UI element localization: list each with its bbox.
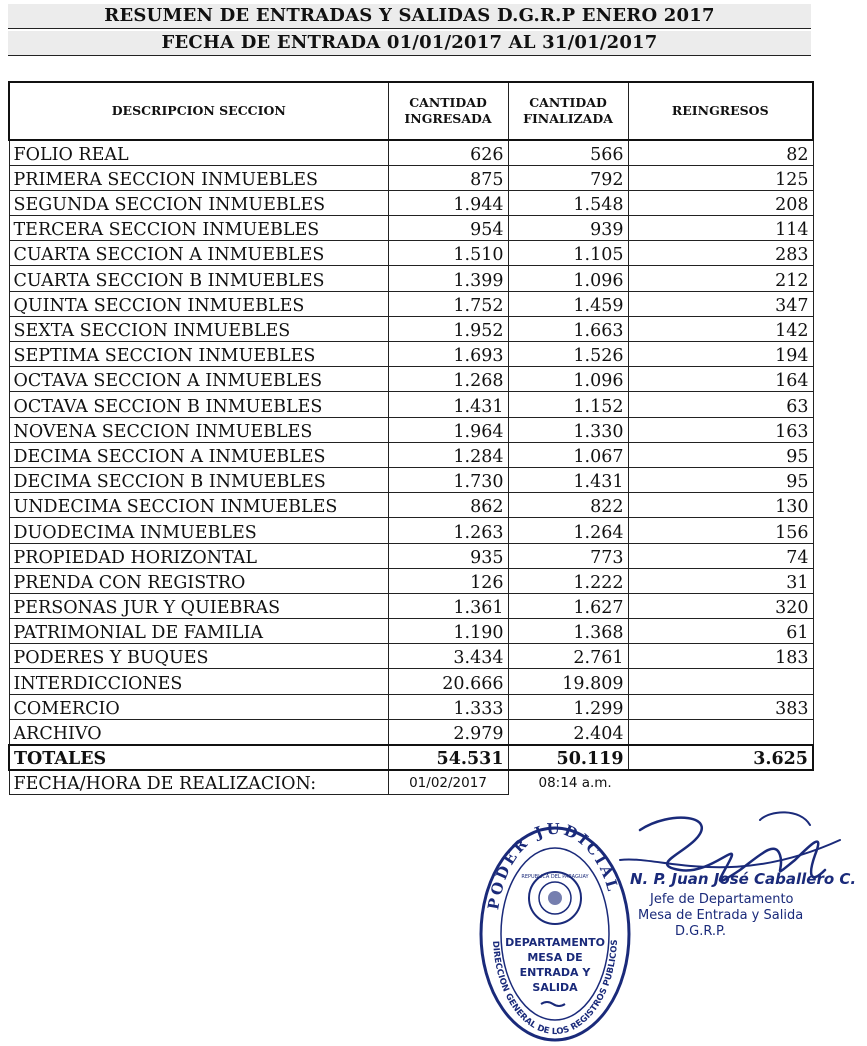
row-ingresada: 1.399: [388, 266, 508, 291]
row-ingresada: 875: [388, 165, 508, 190]
stamp-outer-bottom: DIRECCION GENERAL DE LOS REGISTROS PUBLICOS: [490, 939, 620, 1038]
footer-fecha: 01/02/2017: [388, 770, 508, 795]
report-title: RESUMEN DE ENTRADAS Y SALIDAS D.G.R.P ENERO 2017: [8, 4, 811, 29]
table-row: [9, 140, 813, 165]
row-description: PRIMERA SECCION INMUEBLES: [9, 165, 388, 190]
row-ingresada: 862: [388, 493, 508, 518]
row-reingresos: 114: [628, 216, 813, 241]
header-reingresos: REINGRESOS: [628, 82, 813, 140]
signatory-department: Mesa de Entrada y Salida: [638, 908, 804, 923]
row-ingresada: 1.510: [388, 241, 508, 266]
row-finalizada: 1.526: [508, 342, 628, 367]
table-row: [9, 291, 813, 316]
table-row: [9, 165, 813, 190]
row-finalizada: 2.761: [508, 644, 628, 669]
row-reingresos: 82: [628, 140, 813, 165]
row-description: UNDECIMA SECCION INMUEBLES: [9, 493, 388, 518]
row-reingresos: 194: [628, 342, 813, 367]
row-description: DECIMA SECCION B INMUEBLES: [9, 467, 388, 492]
row-ingresada: 1.431: [388, 392, 508, 417]
row-ingresada: 3.434: [388, 644, 508, 669]
row-ingresada: 935: [388, 543, 508, 568]
table-row: [9, 442, 813, 467]
table-row: [9, 518, 813, 543]
row-finalizada: 1.222: [508, 568, 628, 593]
signatory-title: Jefe de Departamento: [650, 892, 794, 907]
row-ingresada: 20.666: [388, 669, 508, 694]
signature-block: [610, 800, 860, 970]
row-ingresada: 1.944: [388, 190, 508, 215]
row-finalizada: 1.067: [508, 442, 628, 467]
row-finalizada: 2.404: [508, 719, 628, 744]
row-reingresos: [628, 719, 813, 744]
row-reingresos: 212: [628, 266, 813, 291]
signatory-name: N. P. Juan José Caballero C.: [630, 870, 857, 888]
totals-finalizada: 50.119: [508, 745, 628, 770]
table-row: [9, 417, 813, 442]
table-row: [9, 694, 813, 719]
row-finalizada: 1.368: [508, 619, 628, 644]
row-description: ARCHIVO: [9, 719, 388, 744]
seal-text: REPUBLICA DEL PARAGUAY: [521, 874, 589, 880]
stamp-line-4: SALIDA: [532, 981, 578, 994]
table-row: [9, 543, 813, 568]
row-ingresada: 1.268: [388, 367, 508, 392]
row-ingresada: 1.284: [388, 442, 508, 467]
row-description: SEXTA SECCION INMUEBLES: [9, 316, 388, 341]
row-ingresada: 1.263: [388, 518, 508, 543]
row-description: SEGUNDA SECCION INMUEBLES: [9, 190, 388, 215]
row-reingresos: 74: [628, 543, 813, 568]
totals-label: TOTALES: [9, 745, 388, 770]
footer-row: [9, 770, 813, 795]
row-finalizada: 822: [508, 493, 628, 518]
row-finalizada: 773: [508, 543, 628, 568]
table-row: [9, 644, 813, 669]
row-description: TERCERA SECCION INMUEBLES: [9, 216, 388, 241]
row-description: CUARTA SECCION B INMUEBLES: [9, 266, 388, 291]
row-finalizada: 1.548: [508, 190, 628, 215]
row-reingresos: 156: [628, 518, 813, 543]
row-reingresos: 31: [628, 568, 813, 593]
row-description: PERSONAS JUR Y QUIEBRAS: [9, 593, 388, 618]
row-finalizada: 1.431: [508, 467, 628, 492]
row-reingresos: 95: [628, 442, 813, 467]
row-description: DECIMA SECCION A INMUEBLES: [9, 442, 388, 467]
row-description: OCTAVA SECCION B INMUEBLES: [9, 392, 388, 417]
row-description: PROPIEDAD HORIZONTAL: [9, 543, 388, 568]
row-finalizada: 1.105: [508, 241, 628, 266]
table-header-row: [9, 82, 813, 140]
row-reingresos: 61: [628, 619, 813, 644]
row-description: INTERDICCIONES: [9, 669, 388, 694]
footer-label: FECHA/HORA DE REALIZACION:: [9, 770, 388, 795]
table-row: [9, 342, 813, 367]
table-row: [9, 241, 813, 266]
row-reingresos: 163: [628, 417, 813, 442]
table-row: [9, 392, 813, 417]
row-finalizada: 1.096: [508, 266, 628, 291]
report-date-range: FECHA DE ENTRADA 01/01/2017 AL 31/01/2017: [8, 31, 811, 56]
totals-ingresada: 54.531: [388, 745, 508, 770]
table-row: [9, 493, 813, 518]
table-row: [9, 568, 813, 593]
row-reingresos: 347: [628, 291, 813, 316]
table-row: [9, 619, 813, 644]
stamp-line-2: MESA DE: [527, 951, 583, 964]
row-reingresos: 283: [628, 241, 813, 266]
row-ingresada: 1.952: [388, 316, 508, 341]
header-cantidad-ingresada: CANTIDAD INGRESADA: [388, 82, 508, 140]
row-finalizada: 1.663: [508, 316, 628, 341]
row-finalizada: 19.809: [508, 669, 628, 694]
row-description: QUINTA SECCION INMUEBLES: [9, 291, 388, 316]
totals-row: [9, 745, 813, 770]
row-description: PODERES Y BUQUES: [9, 644, 388, 669]
row-finalizada: 1.096: [508, 367, 628, 392]
row-ingresada: 1.361: [388, 593, 508, 618]
row-finalizada: 1.459: [508, 291, 628, 316]
table-row: [9, 467, 813, 492]
footer-blank: [628, 770, 813, 795]
row-finalizada: 1.627: [508, 593, 628, 618]
row-ingresada: 1.752: [388, 291, 508, 316]
row-description: SEPTIMA SECCION INMUEBLES: [9, 342, 388, 367]
summary-table: [8, 81, 814, 795]
row-reingresos: 130: [628, 493, 813, 518]
stamp-line-3: ENTRADA Y: [519, 966, 591, 979]
seal-star-icon: [548, 891, 562, 905]
row-ingresada: 2.979: [388, 719, 508, 744]
row-ingresada: 1.964: [388, 417, 508, 442]
row-description: CUARTA SECCION A INMUEBLES: [9, 241, 388, 266]
row-ingresada: 1.693: [388, 342, 508, 367]
row-reingresos: 125: [628, 165, 813, 190]
row-ingresada: 1.730: [388, 467, 508, 492]
table-row: [9, 719, 813, 744]
row-finalizada: 566: [508, 140, 628, 165]
row-ingresada: 954: [388, 216, 508, 241]
row-description: COMERCIO: [9, 694, 388, 719]
row-reingresos: [628, 669, 813, 694]
signatory-office: D.G.R.P.: [675, 924, 726, 939]
row-description: NOVENA SECCION INMUEBLES: [9, 417, 388, 442]
header-cantidad-finalizada: CANTIDAD FINALIZADA: [508, 82, 628, 140]
table-row: [9, 367, 813, 392]
row-description: FOLIO REAL: [9, 140, 388, 165]
stamp-line-1: DEPARTAMENTO: [505, 936, 605, 949]
row-reingresos: 164: [628, 367, 813, 392]
table-row: [9, 216, 813, 241]
row-finalizada: 1.299: [508, 694, 628, 719]
table-row: [9, 593, 813, 618]
table-row: [9, 190, 813, 215]
row-reingresos: 320: [628, 593, 813, 618]
row-ingresada: 126: [388, 568, 508, 593]
table-row: [9, 266, 813, 291]
title-block: [8, 4, 811, 56]
stamp-outer-top: PODER JUDICIAL: [484, 819, 623, 912]
table-row: [9, 669, 813, 694]
row-finalizada: 1.330: [508, 417, 628, 442]
header-descripcion: DESCRIPCION SECCION: [9, 82, 388, 140]
table-row: [9, 316, 813, 341]
row-finalizada: 1.264: [508, 518, 628, 543]
row-finalizada: 1.152: [508, 392, 628, 417]
row-finalizada: 792: [508, 165, 628, 190]
row-reingresos: 63: [628, 392, 813, 417]
row-ingresada: 626: [388, 140, 508, 165]
row-reingresos: 95: [628, 467, 813, 492]
row-reingresos: 208: [628, 190, 813, 215]
row-reingresos: 383: [628, 694, 813, 719]
row-description: PRENDA CON REGISTRO: [9, 568, 388, 593]
totals-reingresos: 3.625: [628, 745, 813, 770]
row-ingresada: 1.333: [388, 694, 508, 719]
row-description: OCTAVA SECCION A INMUEBLES: [9, 367, 388, 392]
row-description: DUODECIMA INMUEBLES: [9, 518, 388, 543]
row-reingresos: 142: [628, 316, 813, 341]
row-ingresada: 1.190: [388, 619, 508, 644]
footer-hora: 08:14 a.m.: [538, 774, 612, 791]
row-description: PATRIMONIAL DE FAMILIA: [9, 619, 388, 644]
row-reingresos: 183: [628, 644, 813, 669]
row-finalizada: 939: [508, 216, 628, 241]
